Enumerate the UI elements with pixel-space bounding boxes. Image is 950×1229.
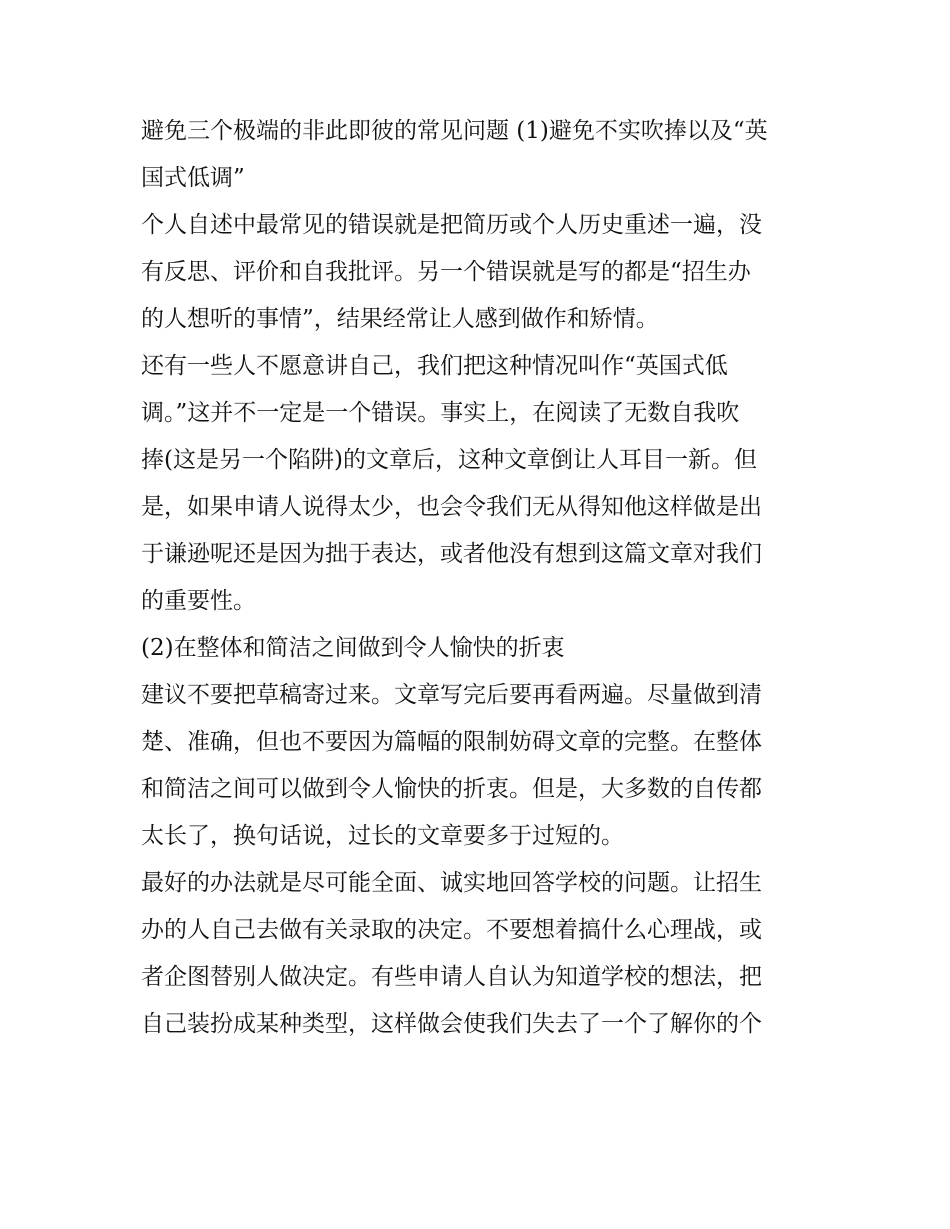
paragraph-heading-extremes: 避免三个极端的非此即彼的常见问题 (1)避免不实吹捧以及“英 国式低调”	[141, 118, 768, 191]
paragraph-heading-compromise: (2)在整体和简洁之间做到令人愉快的折衷	[141, 635, 565, 661]
document-body	[141, 108, 813, 1048]
paragraph-british-understatement: 还有一些人不愿意讲自己，我们把这种情况叫作“英国式低 调。”这并不一定是一个错误。事实上，在阅读了无数自我吹 捧(这是另一个陷阱)的文章后，这种文章倒让人耳目一新。但 是，如果申请人说得太少，也会令我们无从得知他这样做是出 于谦逊呢还是因为拙于表达，或者他没有想到这篇文章对我们 的重要性。	[141, 353, 762, 614]
paragraph-drafts-advice: 建议不要把草稿寄过来。文章写完后要再看两遍。尽量做到清 楚、准确，但也不要因为篇幅的限制妨碍文章的完整。在整体 和简洁之间可以做到令人愉快的折衷。但是，大多数的自传都 太长了，换句话说，过长的文章要多于过短的。	[141, 682, 762, 849]
paragraph-common-errors: 个人自述中最常见的错误就是把简历或个人历史重述一遍，没 有反思、评价和自我批评。另一个错误就是写的都是“招生办 的人想听的事情”，结果经常让人感到做作和矫情。	[141, 212, 762, 332]
paragraph-best-approach: 最好的办法就是尽可能全面、诚实地回答学校的问题。让招生 办的人自己去做有关录取的决定。不要想着搞什么心理战，或 者企图替别人做决定。有些申请人自认为知道学校的想法，把 自己装扮成某种类型，这样做会使我们失去了一个了解你的个	[141, 870, 762, 1037]
